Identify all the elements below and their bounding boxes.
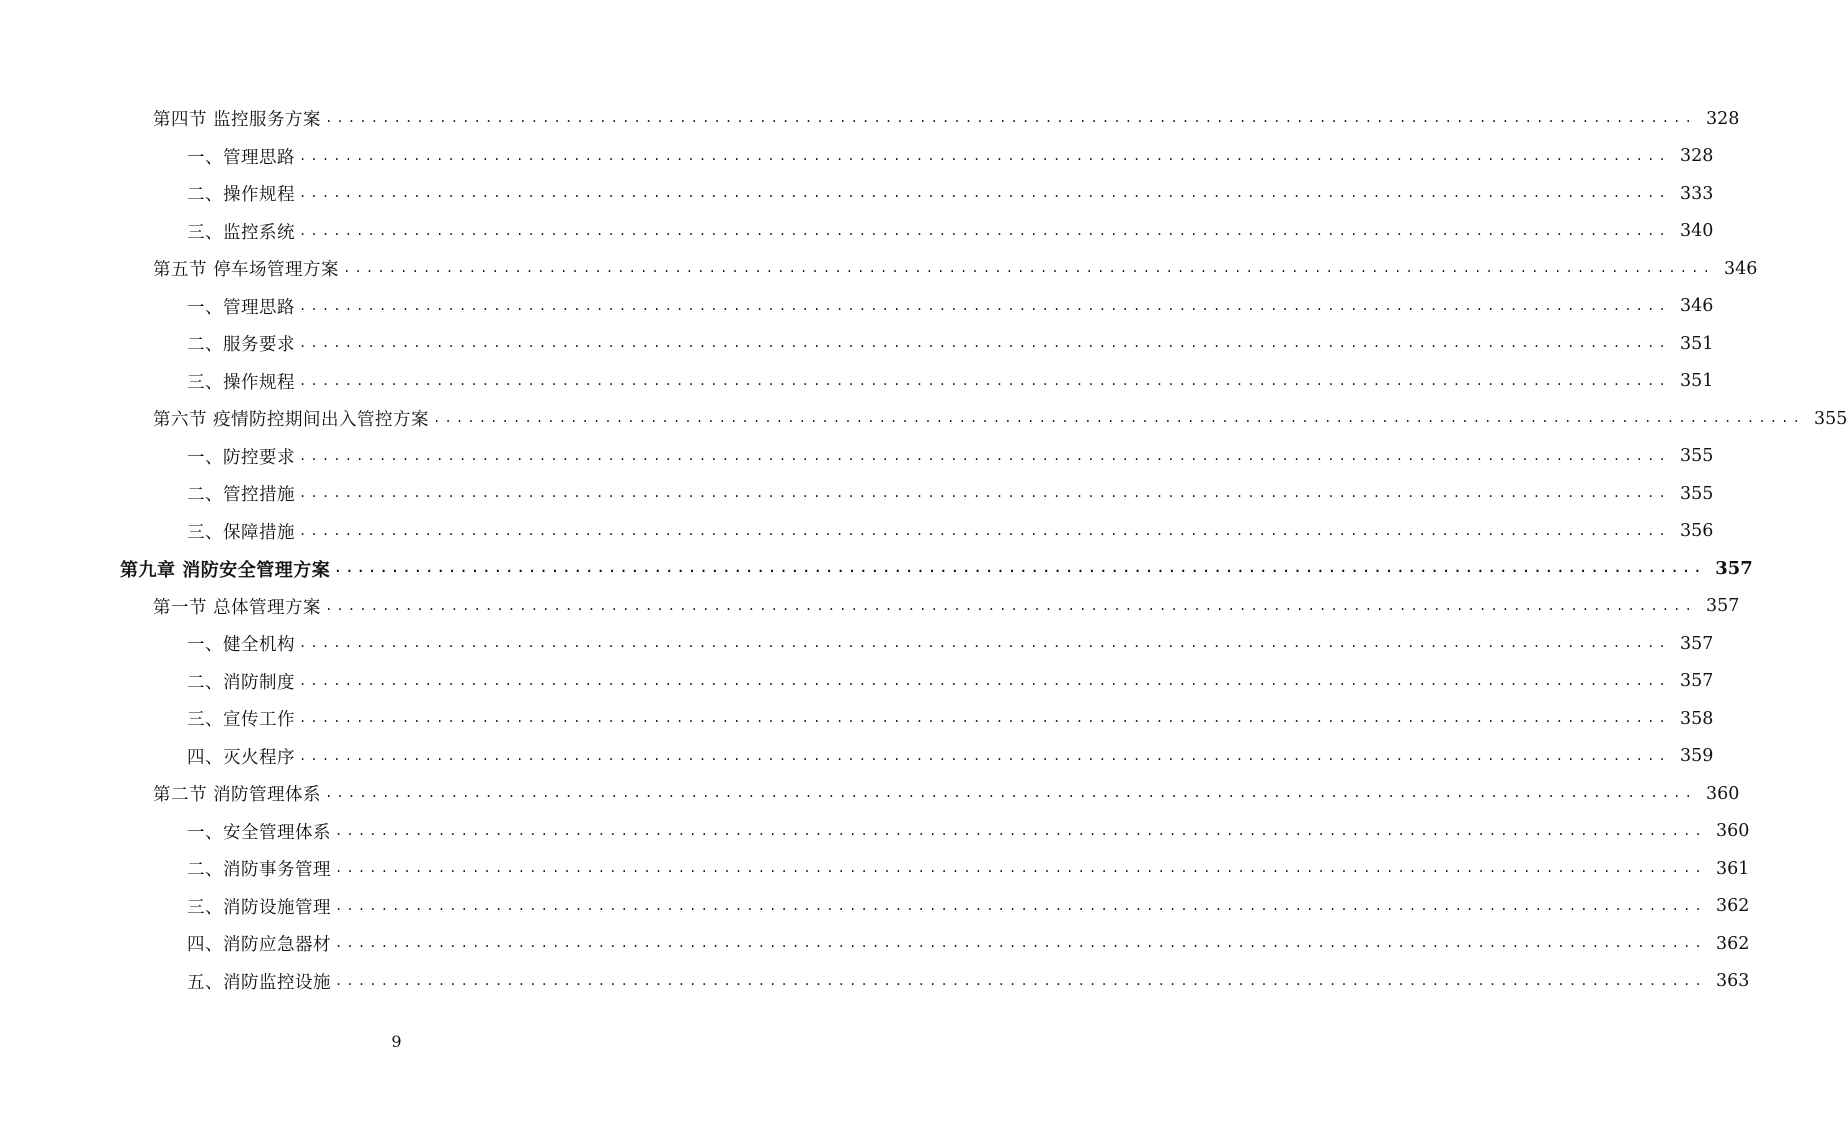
toc-dot-leader: ........................................................................................................................ (299, 373, 1670, 388)
toc-entry-title: 二、管控措施 (187, 485, 295, 505)
toc-entry[interactable] (187, 663, 1714, 700)
toc-entry-title: 一、防控要求 (187, 447, 295, 468)
toc-entry-page: 360 (1706, 783, 1740, 804)
toc-dot-leader: ........................................................................................................................ (335, 823, 1706, 838)
toc-entry[interactable] (153, 775, 1740, 812)
toc-entry-title: 三、宣传工作 (187, 710, 295, 730)
toc-entry-title: 第六节 疫情防控期间出入管控方案 (153, 410, 430, 430)
toc-entry[interactable] (187, 888, 1750, 925)
toc-entry[interactable] (187, 850, 1750, 887)
toc-entry-page: 346 (1724, 258, 1758, 279)
toc-entry-page: 346 (1679, 296, 1714, 316)
toc-entry-page: 362 (1715, 933, 1750, 954)
toc-dot-leader: ........................................................................................................................ (335, 973, 1706, 988)
toc-entry-title: 二、服务要求 (187, 335, 295, 355)
toc-dot-leader: ........................................................................................................................ (335, 936, 1706, 950)
toc-dot-leader: ........................................................................................................................ (335, 861, 1706, 875)
toc-entry[interactable] (153, 588, 1740, 625)
toc-entry-page: 361 (1715, 858, 1750, 879)
toc-entry[interactable] (187, 138, 1714, 175)
toc-entry-page: 360 (1715, 821, 1750, 841)
toc-entry[interactable] (153, 100, 1740, 137)
toc-entry-title: 第九章 消防安全管理方案 (120, 559, 331, 581)
toc-dot-leader: ........................................................................................................................ (325, 598, 1697, 613)
toc-entry-title: 二、消防制度 (187, 672, 295, 693)
toc-dot-leader: ........................................................................................................................ (299, 223, 1670, 238)
toc-dot-leader: ........................................................................................................................ (299, 486, 1670, 500)
toc-entry-title: 二、消防事务管理 (187, 860, 331, 880)
toc-entry-title: 一、管理思路 (187, 297, 295, 318)
toc-entry-title: 一、管理思路 (187, 147, 295, 168)
toc-entry[interactable] (187, 738, 1714, 775)
toc-entry-page: 351 (1679, 371, 1714, 391)
toc-entry-title: 三、操作规程 (187, 372, 295, 393)
toc-dot-leader: ........................................................................................................................ (299, 711, 1670, 725)
toc-entry-page: 357 (1715, 558, 1753, 579)
toc-entry[interactable] (187, 513, 1714, 550)
toc-entry-title: 四、灭火程序 (187, 747, 295, 768)
toc-entry-title: 一、安全管理体系 (187, 822, 331, 843)
toc-entry-page: 328 (1706, 108, 1740, 129)
toc-entry-page: 340 (1679, 221, 1714, 241)
toc-entry[interactable] (120, 550, 1753, 587)
toc-entry-page: 357 (1679, 633, 1714, 654)
toc-dot-leader: ........................................................................................................................ (299, 748, 1670, 763)
toc-dot-leader: ........................................................................................................................ (299, 523, 1670, 538)
toc-entry-title: 三、消防设施管理 (187, 897, 331, 918)
toc-entry-title: 三、保障措施 (187, 522, 295, 543)
toc-entry-title: 二、操作规程 (187, 185, 295, 205)
toc-entry[interactable] (187, 213, 1714, 250)
toc-entry-page: 355 (1814, 408, 1847, 429)
toc-entry[interactable] (187, 325, 1714, 362)
toc-entry-page: 362 (1715, 896, 1750, 916)
toc-entry[interactable] (187, 625, 1714, 662)
toc-entry-page: 358 (1679, 708, 1714, 729)
toc-entry[interactable] (187, 363, 1714, 400)
toc-dot-leader: ........................................................................................................................ (325, 786, 1697, 800)
toc-entry[interactable] (153, 250, 1758, 287)
toc-entry-title: 三、监控系统 (187, 222, 295, 243)
toc-dot-leader: ........................................................................................................................ (433, 411, 1805, 425)
toc-dot-leader: ........................................................................................................................ (299, 336, 1670, 350)
toc-dot-leader: ........................................................................................................................ (343, 261, 1715, 275)
toc-entry[interactable] (187, 925, 1750, 962)
toc-dot-leader: ........................................................................................................................ (325, 111, 1697, 125)
toc-entry-page: 355 (1679, 446, 1714, 466)
toc-entry-page: 333 (1679, 183, 1714, 204)
toc-dot-leader: ........................................................................................................................ (299, 673, 1670, 688)
toc-entry-page: 328 (1679, 146, 1714, 166)
toc-entry-page: 357 (1679, 671, 1714, 691)
toc-dot-leader: ........................................................................................................................ (299, 186, 1670, 200)
toc-entry-title: 一、健全机构 (187, 635, 295, 655)
toc-entry-page: 359 (1679, 746, 1714, 766)
toc-entry-title: 第五节 停车场管理方案 (153, 260, 340, 280)
toc-entry-page: 351 (1679, 333, 1714, 354)
toc-entry[interactable] (187, 288, 1714, 325)
toc-entry-title: 四、消防应急器材 (187, 935, 331, 955)
toc-entry-page: 355 (1679, 483, 1714, 504)
toc-entry-title: 五、消防监控设施 (187, 972, 331, 993)
toc-entry-page: 363 (1715, 971, 1750, 991)
toc-entry[interactable] (153, 400, 1847, 437)
toc-dot-leader: ........................................................................................................................ (299, 448, 1670, 463)
toc-entry-page: 356 (1679, 521, 1714, 541)
toc-dot-leader: ........................................................................................................................ (334, 561, 1706, 575)
page-number: 9 (391, 1032, 402, 1051)
toc-entry-page: 357 (1706, 596, 1740, 616)
toc-entry-title: 第一节 总体管理方案 (153, 597, 322, 618)
toc-dot-leader: ........................................................................................................................ (299, 636, 1670, 650)
toc-dot-leader: ........................................................................................................................ (335, 898, 1706, 913)
toc-entry[interactable] (187, 438, 1714, 475)
toc-entry[interactable] (187, 475, 1714, 512)
toc-entry-title: 第二节 消防管理体系 (153, 785, 322, 805)
toc-entry[interactable] (187, 175, 1714, 212)
toc-entry[interactable] (187, 963, 1750, 1000)
toc-entry[interactable] (187, 813, 1750, 850)
toc-entry-title: 第四节 监控服务方案 (153, 110, 322, 130)
toc-dot-leader: ........................................................................................................................ (299, 298, 1670, 313)
toc-entry[interactable] (187, 700, 1714, 737)
toc-dot-leader: ........................................................................................................................ (299, 148, 1670, 163)
